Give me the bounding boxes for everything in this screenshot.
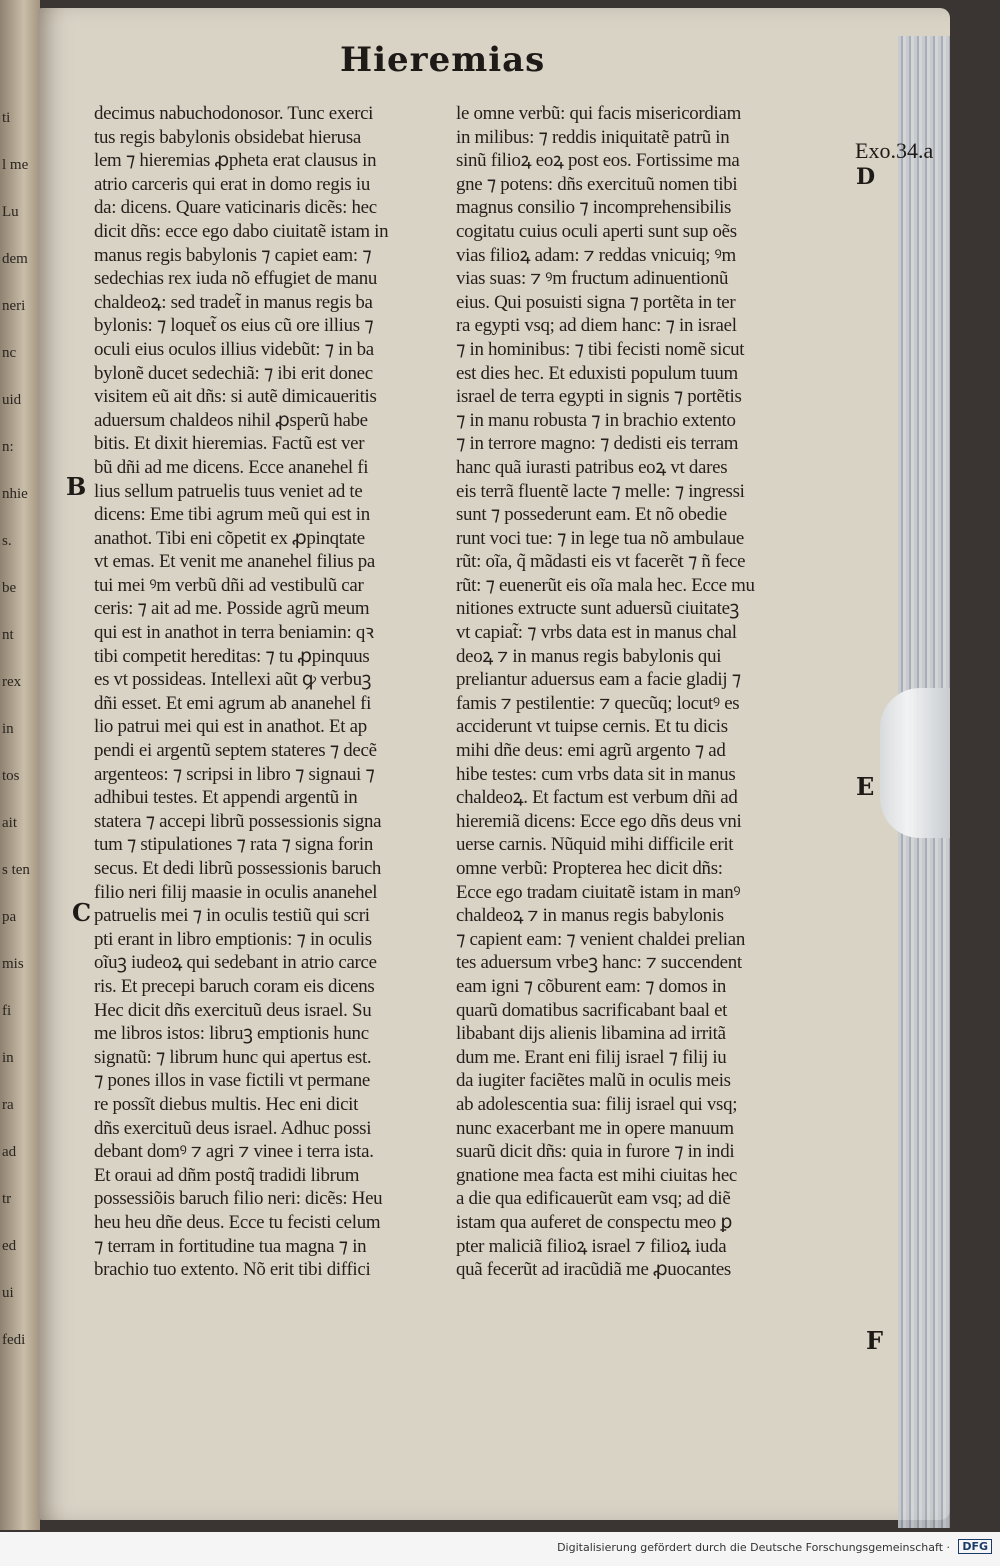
facing-page-fragment: neri [2, 298, 26, 314]
text-line: tus regis babylonis obsidebat hierusa [94, 126, 361, 148]
text-line: tes aduersum vrbeꝫ hanc: ⁊ succendent [456, 952, 742, 974]
text-line: gne ⁊ potens: dñs exercituũ nomen tibi [456, 173, 738, 195]
text-line: bylonẽ ducet sedechiã: ⁊ ibi erit donec [94, 362, 373, 384]
text-line: omne verbũ: Propterea hec dicit dñs: [456, 858, 723, 879]
text-line: ⁊ terram in fortitudine tua magna ⁊ in [94, 1235, 367, 1257]
text-line: ⁊ capient eam: ⁊ venient chaldei prelian [456, 928, 745, 950]
facing-page-fragment: n: [2, 439, 14, 455]
dfg-logo: DFG [958, 1539, 992, 1554]
text-column-right [456, 102, 755, 1282]
text-line: a die qua edificauerũt eam vsq; ad diẽ [456, 1188, 731, 1210]
text-line: in milibus: ⁊ reddis iniquitatẽ patrũ in [456, 126, 730, 148]
facing-page-fragment: nc [2, 345, 17, 361]
text-line: quã fecerũt ad iracũdiã me ꝓuocantes [456, 1259, 731, 1281]
text-line: pti erant in libro emptionis: ⁊ in oculis [94, 928, 372, 950]
text-line: patruelis mei ⁊ in oculis testiũ qui scri [94, 905, 370, 927]
text-line: deoꝝ ⁊ in manus regis babylonis qui [456, 645, 722, 667]
footer-bar [0, 1532, 1000, 1566]
text-line: visitem eũ ait dñs: si autẽ dimicaueritis [94, 386, 377, 408]
text-line: uerse carnis. Nũquid mihi difficile erit [456, 834, 734, 856]
text-line: vias filioꝝ adam: ⁊ reddas vnicuiq; ꝰm [456, 244, 736, 266]
text-line: eam igni ⁊ cõburent eam: ⁊ domos in [456, 975, 727, 997]
text-line: adhibui testes. Et appendi argentũ in [94, 787, 358, 809]
text-line: suarũ dicit dñs: quia in furore ⁊ in indi [456, 1141, 735, 1163]
text-line: ⁊ in terrore magno: ⁊ dedisti eis terram [456, 433, 739, 455]
facing-page-fragment: in [2, 1050, 14, 1066]
text-line: quarũ domatibus sacrificabant baal et [456, 999, 728, 1021]
text-line: ⁊ in hominibus: ⁊ tibi fecisti nomẽ sicut [456, 338, 745, 360]
text-line: rũt: oĩa, q̃ mãdasti eis vt facerẽt ⁊ ñ fece [456, 551, 746, 573]
text-line: manus regis babylonis ⁊ capiet eam: ⁊ [94, 244, 372, 266]
facing-page-fragment: be [2, 580, 17, 596]
margin-letter-e: E [856, 772, 875, 801]
text-line: vt emas. Et venit me ananehel filius pa [94, 551, 376, 573]
text-line: pendi ei argentũ septem stateres ⁊ decẽ [94, 740, 377, 762]
text-line: sedechias rex iuda nõ effugiet de manu [94, 268, 378, 290]
facing-page-fragment: ui [2, 1285, 14, 1301]
text-line: debant domꝰ ⁊ agri ⁊ vinee i terra ista. [94, 1141, 374, 1163]
margin-letter-c: C [72, 898, 92, 927]
text-line: preliantur aduersus eam a facie gladij ⁊ [456, 669, 741, 691]
text-line: tum ⁊ stipulationes ⁊ rata ⁊ signa forin [94, 834, 374, 856]
text-line: atrio carceris qui erat in domo regis iu [94, 173, 370, 195]
text-line: ⁊ pones illos in vase fictili vt permane [94, 1070, 370, 1092]
text-line: hieremiã dicens: Ecce ego dñs deus vni [456, 810, 742, 832]
text-line: magnus consilio ⁊ incomprehensibilis [456, 197, 732, 219]
text-line: eis terrã fluentẽ lacte ⁊ melle: ⁊ ingressi [456, 480, 745, 502]
facing-page-fragment: tr [2, 1191, 12, 1207]
text-line: dicens: Eme tibi agrum meũ qui est in [94, 504, 370, 526]
text-line: chaldeoꝝ ⁊ in manus regis babylonis [456, 905, 724, 927]
facing-page-fragment: ait [2, 815, 17, 831]
text-line: tui mei ꝰm verbũ dñi ad vestibulũ car [94, 574, 364, 596]
text-line: ⁊ in manu robusta ⁊ in brachio extento [456, 409, 736, 431]
facing-page-fragment: dem [2, 251, 28, 267]
text-line: gnatione mea facta est mihi ciuitas hec [456, 1164, 737, 1186]
text-line: signatũ: ⁊ librum hunc qui apertus est. [94, 1046, 372, 1068]
facing-page-fragment: ed [2, 1238, 17, 1254]
text-line: hibe testes: cum vrbs data sit in manus [456, 763, 736, 785]
facing-page-fragment: in [2, 721, 14, 737]
text-line: nunc exacerbant me in opere manuum [456, 1117, 734, 1139]
text-line: da iugiter faciẽtes malũ in oculis meis [456, 1070, 731, 1092]
text-line: Ecce ego tradam ciuitatẽ istam in manꝰ [456, 881, 741, 903]
text-line: chaldeoꝝ: sed tradet̃ in manus regis ba [94, 291, 373, 313]
text-line: qui est in anathot in terra beniamin: qꝛ [94, 622, 374, 644]
text-line: vias suas: ⁊ ꝰm fructum adinuentionũ [456, 268, 729, 290]
text-line: dum me. Erant eni filij israel ⁊ filij iu [456, 1046, 727, 1068]
facing-page-fragment: nhie [2, 486, 28, 502]
text-line: lius sellum patruelis tuus veniet ad te [94, 480, 363, 502]
text-line: bylonis: ⁊ loquet̃ os eius cũ ore illius ⁊ [94, 315, 374, 337]
text-line: israel de terra egypti in signis ⁊ portẽtis [456, 386, 742, 408]
text-line: runt voci tue: ⁊ in lege tua nõ ambulaue [456, 527, 745, 549]
facing-page-edge [0, 0, 40, 1530]
text-line: hanc quã iurasti patribus eoꝝ vt dares [456, 456, 728, 478]
text-line: dicit dñs: ecce ego dabo ciuitatẽ istam in [94, 220, 389, 242]
text-line: Hec dicit dñs exercituũ deus israel. Su [94, 999, 372, 1021]
text-line: ab adolescentia sua: filij israel qui vsq; [456, 1093, 738, 1115]
facing-page-fragment: fi [2, 1003, 12, 1019]
facing-page-fragment: Lu [2, 204, 19, 220]
margin-letter-d: D [856, 164, 876, 190]
text-line: acciderunt vt tuipse cernis. Et tu dicis [456, 716, 728, 738]
text-line: eius. Qui posuisti signa ⁊ portẽta in ter [456, 291, 736, 313]
text-line: famis ⁊ pestilentie: ⁊ quecũq; locutꝰ es [456, 692, 740, 714]
text-line: libabant dijs alienis libamina ad irritã [456, 1023, 726, 1045]
facing-page-fragment: ti [2, 110, 11, 126]
text-line: heu heu dñe deus. Ecce tu fecisti celum [94, 1211, 381, 1233]
text-line: me libros istos: libruꝫ emptionis hunc [94, 1023, 369, 1045]
margin-letter-f: F [866, 1326, 884, 1355]
text-line: bitis. Et dixit hieremias. Factũ est ver [94, 433, 365, 455]
text-line: bũ dñi ad me dicens. Ecce ananehel fi [94, 456, 369, 478]
running-head: Hieremias [340, 40, 546, 80]
text-line: es vt possideas. Intellexi aũt ꝙ verbuꝫ [94, 669, 372, 691]
text-line: oculi eius oculos illius videbũt: ⁊ in ba [94, 338, 374, 360]
text-line: ceris: ⁊ ait ad me. Posside agrũ meum [94, 598, 370, 620]
text-line: est dies hec. Et eduxisti populum tuum [456, 362, 738, 384]
text-line: mihi dñe deus: emi agrũ argento ⁊ ad [456, 740, 726, 762]
text-line: decimus nabuchodonosor. Tunc exerci [94, 103, 374, 124]
margin-reference: Exo.34.a [855, 138, 934, 163]
facing-page-fragment: mis [2, 956, 24, 972]
text-line: brachio tuo extento. Nõ erit tibi diffici [94, 1259, 371, 1281]
facing-page-fragment: l me [2, 157, 29, 173]
text-line: chaldeoꝝ. Et factum est verbum dñi ad [456, 787, 738, 809]
text-line: Et oraui ad dñm postq̃ tradidi librum [94, 1164, 360, 1186]
text-line: filio neri filij maasie in oculis ananehel [94, 881, 378, 903]
text-line: dñi esset. Et emi agrum ab ananehel fi [94, 692, 372, 714]
book-clasp [880, 688, 950, 838]
funding-notice: Digitalisierung gefördert durch die Deutsche Forschungsgemeinschaft · [557, 1541, 950, 1554]
text-line: lem ⁊ hieremias ꝓpheta erat clausus in [94, 150, 377, 172]
text-line: tibi competit hereditas: ⁊ tu ꝓpinquus [94, 645, 370, 667]
facing-page-fragment: pa [2, 909, 17, 925]
text-line: cogitatu cuius oculi aperti sunt sup oẽs [456, 220, 737, 242]
text-line: re possĩt diebus multis. Hec eni dicit [94, 1093, 359, 1115]
text-line: sinũ filioꝝ eoꝝ post eos. Fortissime ma [456, 150, 740, 172]
text-line: aduersum chaldeos nihil ꝓsperũ habe [94, 409, 368, 431]
text-line: vt capiat̃: ⁊ vrbs data est in manus chal [456, 622, 737, 644]
text-line: statera ⁊ accepi librũ possessionis signa [94, 810, 382, 832]
text-line: rũt: ⁊ euenerũt eis oĩa mala hec. Ecce mu [456, 574, 755, 596]
text-line: nitiones extructe sunt aduersũ ciuitateꝫ [456, 598, 740, 620]
text-line: lio patrui mei qui est in anathot. Et ap [94, 716, 367, 738]
text-line: istam qua auferet de conspectu meo ꝑ [456, 1211, 733, 1233]
facing-page-fragment: ad [2, 1144, 17, 1160]
text-column-left [94, 102, 388, 1282]
text-line: ra egypti vsq; ad diem hanc: ⁊ in israel [456, 315, 737, 337]
facing-page-fragment: ra [2, 1097, 14, 1113]
text-line: possessiõis baruch filio neri: dicẽs: Heu [94, 1188, 383, 1210]
facing-page-fragment: fedi [2, 1332, 26, 1348]
text-line: oĩuꝫ iudeoꝝ qui sedebant in atrio carce [94, 952, 377, 974]
text-line: argenteos: ⁊ scripsi in libro ⁊ signaui ⁊ [94, 763, 375, 785]
facing-page-fragment: s ten [2, 862, 30, 878]
facing-page-fragment: s. [2, 533, 12, 549]
text-line: secus. Et dedi librũ possessionis baruch [94, 858, 382, 879]
text-line: ris. Et precepi baruch coram eis dicens [94, 975, 375, 997]
text-line: anathot. Tibi eni cõpetit ex ꝓpinqtate [94, 527, 365, 549]
text-line: dñs exercituũ deus israel. Adhuc possi [94, 1117, 372, 1139]
text-line: pter maliciã filioꝝ israel ⁊ filioꝝ iuda [456, 1235, 727, 1257]
text-line: le omne verbũ: qui facis misericordiam [456, 103, 741, 124]
facing-page-fragment: uid [2, 392, 22, 408]
margin-letter-b: B [66, 472, 87, 501]
text-line: sunt ⁊ possederunt eam. Et nõ obedie [456, 504, 727, 526]
facing-page-fragment: rex [2, 674, 22, 690]
facing-page-fragment: nt [2, 627, 14, 643]
facing-page-fragment: tos [2, 768, 20, 784]
text-line: da: dicens. Quare vaticinaris dicẽs: hec [94, 197, 377, 219]
